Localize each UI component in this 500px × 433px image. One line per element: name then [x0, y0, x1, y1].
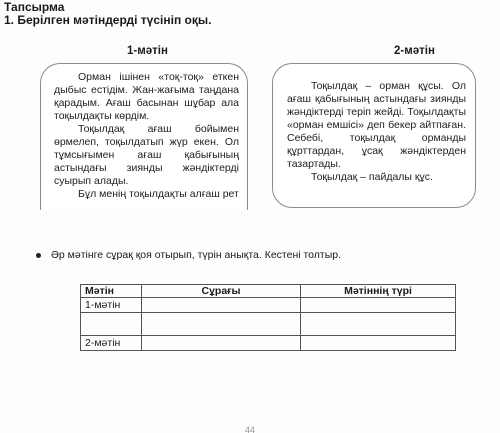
text-2-paragraph: Тоқылдақ – орман құсы. Ол ағаш қабығының астындағы зиянды жәндіктерді теріп жейді. Тоқылдақты «орман емшісі» деп бекер айтпаған. Себебі, тоқылдақ орманды құрттардан, ұсақ жәндіктерден тазартады.	[287, 80, 466, 170]
table-cell-answer[interactable]	[142, 336, 301, 351]
text-1-paragraph: Бұл менің тоқылдақты алғаш рет	[78, 188, 239, 200]
table-header-cell: Мәтін	[81, 285, 142, 298]
table-header-cell: Мәтіннің түрі	[301, 285, 456, 298]
task-title: Тапсырма	[4, 0, 65, 14]
page-number: 44	[245, 425, 256, 433]
text-2-bubble	[272, 63, 476, 208]
table-cell-answer[interactable]	[301, 336, 456, 351]
table-cell-answer[interactable]	[142, 313, 301, 336]
text-2-heading: 2-мәтін	[394, 45, 435, 57]
table-cell-answer[interactable]	[301, 298, 456, 313]
table-row	[81, 336, 456, 351]
bullet-icon	[36, 253, 41, 258]
table-cell-answer[interactable]	[301, 313, 456, 336]
answer-table	[80, 284, 456, 351]
table-cell	[81, 313, 142, 336]
table-row	[81, 313, 456, 336]
table-header-cell: Сұрағы	[142, 285, 301, 298]
task-instruction: 1. Берілген мәтіндерді түсініп оқы.	[4, 13, 212, 27]
text-1-bubble	[40, 63, 248, 210]
text-1-heading: 1-мәтін	[127, 45, 168, 57]
text-1-paragraph: Тоқылдақ ағаш бойымен өрмелеп, тоқылдатып жүр екен. Ол тұмсығымен ағаш қабығының астындағы зиянды жәндіктерді суырып алады.	[54, 123, 239, 187]
text-2-paragraph: Тоқылдақ – пайдалы құс.	[311, 171, 433, 183]
table-row	[81, 298, 456, 313]
table-cell: 2-мәтін	[81, 336, 142, 351]
bullet-instruction: Әр мәтінге сұрақ қоя отырып, түрін анықта. Кестені толтыр.	[51, 249, 342, 261]
table-header-row	[81, 285, 456, 298]
table-cell: 1-мәтін	[81, 298, 142, 313]
text-1-paragraph: Орман ішінен «тоқ-тоқ» еткен дыбыс естідім. Жан-жағыма таңдана қарадым. Ағаш басынан шұбар ала тоқылдақты көрдім.	[54, 71, 239, 122]
table-cell-answer[interactable]	[142, 298, 301, 313]
